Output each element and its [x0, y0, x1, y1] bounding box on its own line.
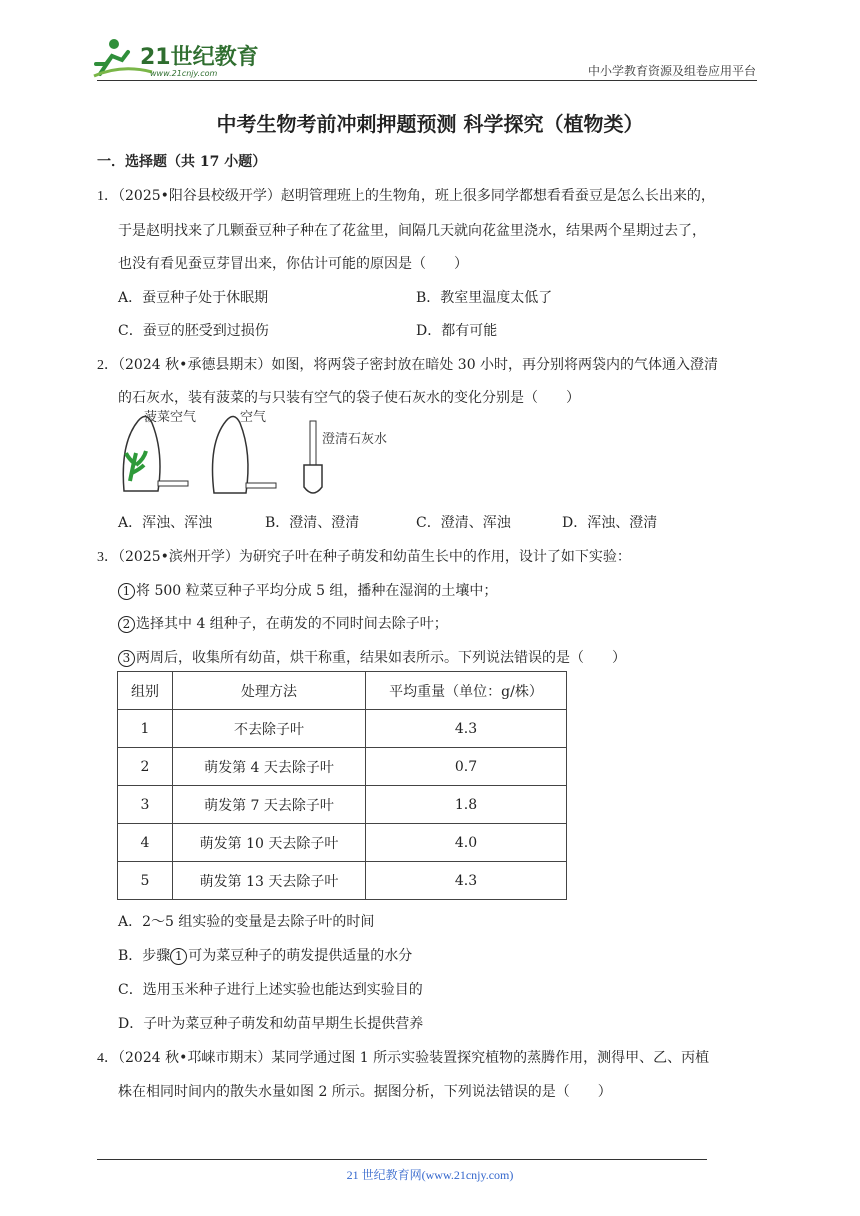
question-4-line-1: 4．（2024 秋•邛崃市期末）某同学通过图 1 所示实验装置探究植物的蒸腾作用，测得甲、乙、丙植 [97, 1050, 710, 1066]
spinach-bag-figure [123, 409, 196, 491]
question-1-line-2: 于是赵明找来了几颗蚕豆种子种在了花盆里，间隔几天就向花盆里浇水，结果两个星期过去了， [118, 223, 706, 239]
question-2-option-d: D．浑浊、澄清 [562, 515, 658, 531]
table-row [118, 824, 567, 862]
question-3-step-2: 2 选择其中 4 组种子，在萌发的不同时间去除子叶； [118, 613, 448, 633]
site-logo [92, 34, 262, 82]
question-2-option-a: A．浑浊、浑浊 [118, 515, 213, 531]
table-cell: 5 [118, 862, 173, 900]
table-header: 处理方法 [173, 672, 366, 710]
table-cell: 0.7 [366, 748, 567, 786]
table-row [118, 862, 567, 900]
question-2-line-2: 的石灰水，装有菠菜的与只装有空气的袋子使石灰水的变化分别是（ ） [118, 390, 580, 406]
table-cell: 1.8 [366, 786, 567, 824]
question-1-line-1: 1．（2025•阳谷县校级开学）赵明管理班上的生物角，班上很多同学都想看看蚕豆是怎么长出来的， [97, 188, 715, 204]
svg-text:空气: 空气 [240, 410, 267, 425]
question-3-step-1: 1 将 500 粒菜豆种子平均分成 5 组，播种在湿润的土壤中； [118, 580, 497, 600]
table-cell: 萌发第 10 天去除子叶 [173, 824, 366, 862]
question-3-option-d: D．子叶为菜豆种子萌发和幼苗早期生长提供营养 [118, 1016, 424, 1032]
limewater-tube-figure [304, 421, 387, 493]
table-cell: 4.0 [366, 824, 567, 862]
footer-link[interactable]: 21 世纪教育网(www.21cnjy.com) [346, 1168, 514, 1182]
question-2-line-1: 2．（2024 秋•承德县期末）如图，将两袋子密封放在暗处 30 小时，再分别将两袋内的气体通入澄清 [97, 357, 719, 373]
table-cell: 萌发第 7 天去除子叶 [173, 786, 366, 824]
table-cell: 4.3 [366, 862, 567, 900]
question-4-line-2: 株在相同时间内的散失水量如图 2 所示。据图分析，下列说法错误的是（ ） [118, 1084, 612, 1100]
section-heading: 一．选择题（共 17 小题） [97, 154, 267, 170]
question-1-option-d: D．都有可能 [416, 323, 498, 339]
svg-text:澄清石灰水: 澄清石灰水 [322, 432, 388, 447]
table-cell: 萌发第 13 天去除子叶 [173, 862, 366, 900]
table-header: 组别 [118, 672, 173, 710]
svg-text:21世纪教育: 21世纪教育 [140, 45, 259, 70]
question-3-option-b: B．步骤 1 可为菜豆种子的萌发提供适量的水分 [118, 948, 413, 964]
table-row [118, 748, 567, 786]
question-2-option-c: C．澄清、浑浊 [416, 515, 511, 531]
question-3-option-c: C．选用玉米种子进行上述实验也能达到实验目的 [118, 982, 423, 998]
question-3-step-3: 3 两周后，收集所有幼苗，烘干称重，结果如表所示。下列说法错误的是（ ） [118, 647, 626, 667]
footer-divider [97, 1159, 707, 1160]
table-cell: 2 [118, 748, 173, 786]
platform-name: 中小学教育资源及组卷应用平台 [587, 64, 756, 78]
results-table [117, 671, 567, 900]
question-1-line-3: 也没有看见蚕豆芽冒出来，你估计可能的原因是（ ） [118, 256, 468, 272]
air-bag-figure [213, 409, 277, 493]
table-cell: 不去除子叶 [173, 710, 366, 748]
question-2-option-b: B．澄清、澄清 [265, 515, 360, 531]
table-cell: 萌发第 4 天去除子叶 [173, 748, 366, 786]
header-divider [97, 80, 757, 81]
table-cell: 1 [118, 710, 173, 748]
table-cell: 4 [118, 824, 173, 862]
question-3-option-a: A．2～5 组实验的变量是去除子叶的时间 [118, 914, 375, 930]
svg-text:菠菜空气: 菠菜空气 [144, 410, 197, 425]
question-1-option-a: A．蚕豆种子处于休眠期 [118, 290, 269, 306]
question-2-figure [118, 403, 408, 503]
page-title: 中考生物考前冲刺押题预测 科学探究（植物类） [216, 112, 644, 136]
table-cell: 4.3 [366, 710, 567, 748]
svg-text:www.21cnjy.com: www.21cnjy.com [150, 69, 218, 78]
table-header-row [118, 672, 567, 710]
table-header: 平均重量（单位：g/株） [366, 672, 567, 710]
question-1-option-b: B．教室里温度太低了 [416, 290, 553, 306]
question-1-option-c: C．蚕豆的胚受到过损伤 [118, 323, 269, 339]
question-3-line-1: 3．（2025•滨州开学）为研究子叶在种子萌发和幼苗生长中的作用，设计了如下实验： [97, 549, 631, 565]
table-row [118, 710, 567, 748]
table-row [118, 786, 567, 824]
table-cell: 3 [118, 786, 173, 824]
